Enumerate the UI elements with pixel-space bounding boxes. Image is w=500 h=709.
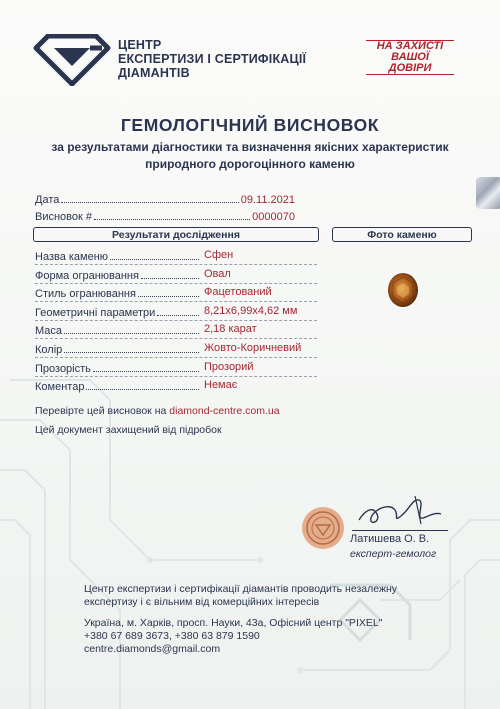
result-value: Фацетований bbox=[204, 286, 272, 299]
result-row bbox=[35, 377, 201, 393]
result-label: Форма огранювання bbox=[35, 269, 139, 282]
result-value: Жовто-Коричневий bbox=[204, 342, 302, 354]
subtitle-line: природного дорогоцінного каменю bbox=[145, 157, 355, 171]
subtitle-line: за результатами діагностики та визначення якісних характеристик bbox=[51, 140, 449, 154]
gemologist-name: Латишева О. В. bbox=[350, 533, 430, 545]
brand-line: ЦЕНТР bbox=[118, 38, 162, 52]
result-value: 8,21x6,99x4,62 мм bbox=[204, 304, 298, 317]
result-value: Овал bbox=[204, 267, 231, 280]
result-row bbox=[35, 284, 201, 300]
footer-email[interactable]: centre.diamonds@gmail.com bbox=[84, 643, 221, 655]
footer-line: Центр експертизи і сертифікації діамантів проводить незалежну bbox=[84, 583, 398, 595]
date-field bbox=[35, 190, 295, 206]
result-label: Прозорість bbox=[35, 362, 91, 375]
result-value: Немає bbox=[204, 379, 238, 392]
result-label: Коментар bbox=[35, 381, 85, 394]
gemologist-role: експерт-гемолог bbox=[350, 548, 437, 560]
result-label: Назва каменю bbox=[35, 251, 109, 263]
result-label: Стиль огранювання bbox=[35, 288, 136, 301]
diamond-logo-icon bbox=[32, 34, 112, 86]
verify-prefix: Перевірте цей висновок на bbox=[35, 405, 167, 417]
document-title: ГЕМОЛОГІЧНИЙ ВИСНОВОК bbox=[120, 115, 380, 135]
brand-name bbox=[118, 38, 306, 80]
slogan-line: ДОВІРИ bbox=[388, 62, 432, 74]
slogan bbox=[360, 40, 460, 84]
date-label: Дата bbox=[35, 194, 60, 206]
document-subtitle bbox=[30, 139, 470, 173]
footer-phones: +380 67 689 3673, +380 63 879 1590 bbox=[84, 630, 260, 642]
gemologist-seal-icon bbox=[300, 505, 346, 551]
result-row bbox=[35, 247, 201, 263]
slogan-line: НА ЗАХИСТІ bbox=[376, 40, 444, 52]
result-value: Сфен bbox=[204, 249, 234, 261]
brand-line: ДІАМАНТІВ bbox=[118, 66, 190, 80]
number-field bbox=[35, 207, 295, 223]
footer-address: Україна, м. Харків, просп. Науки, 43а, Офісний центр "PIXEL" bbox=[84, 617, 383, 629]
result-value: 2,18 карат bbox=[204, 323, 257, 336]
result-label: Геометричні параметри bbox=[35, 306, 156, 319]
verify-note bbox=[35, 405, 280, 417]
results-header: Результати дослідження bbox=[33, 227, 319, 242]
verify-link[interactable]: diamond-centre.com.ua bbox=[169, 405, 280, 417]
result-row bbox=[35, 359, 201, 375]
slogan-line: ВАШОЇ bbox=[391, 51, 429, 63]
footer-line: експертизу і є вільним від комерційних інтересів bbox=[84, 596, 320, 608]
result-row bbox=[35, 340, 201, 356]
result-row bbox=[35, 303, 201, 319]
result-label: Колір bbox=[35, 344, 63, 356]
result-row bbox=[35, 266, 201, 282]
date-value: 09.11.2021 bbox=[240, 194, 295, 206]
number-value: 0000070 bbox=[252, 211, 295, 223]
result-row bbox=[35, 321, 201, 337]
result-value: Прозорий bbox=[204, 360, 254, 373]
brand-line: ЕКСПЕРТИЗИ І СЕРТИФІКАЦІЇ bbox=[118, 52, 307, 66]
photo-header: Фото каменю bbox=[332, 227, 472, 242]
result-label: Маса bbox=[35, 325, 63, 338]
gem-photo bbox=[385, 271, 421, 309]
hologram-sticker bbox=[476, 177, 500, 209]
number-label: Висновок # bbox=[35, 211, 92, 223]
signature-icon bbox=[355, 492, 445, 532]
protected-note: Цей документ захищений від підробок bbox=[35, 424, 222, 436]
